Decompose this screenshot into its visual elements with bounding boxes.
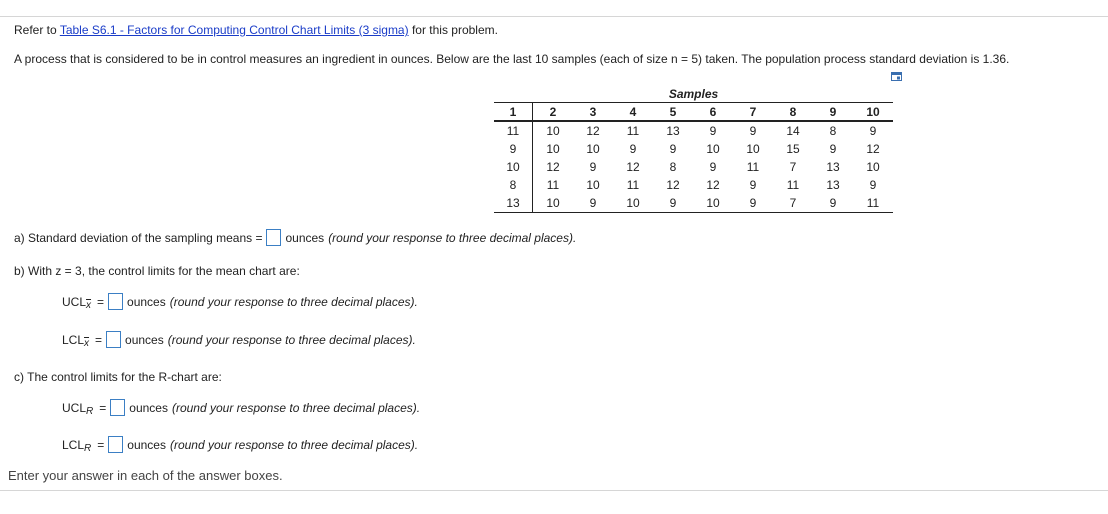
ucl-r-hint: (round your response to three decimal places). xyxy=(171,400,421,415)
table-cell: 9 xyxy=(869,124,877,138)
lcl-r-symbol: LCL xyxy=(62,437,85,452)
table-cell: 11 xyxy=(494,121,533,140)
ucl-mean-symbol: UCL xyxy=(62,294,87,309)
table-cell: 9 xyxy=(573,194,613,213)
table-cell: 15 xyxy=(786,142,800,156)
table-cell: 12 xyxy=(546,160,560,174)
ucl-mean-hint: (round your response to three decimal places). xyxy=(169,294,418,309)
ucl-r-subscript: R xyxy=(86,406,94,417)
table-cell: 9 xyxy=(494,140,533,158)
ucl-r-row xyxy=(62,399,420,416)
table-cell: 11 xyxy=(546,178,560,192)
question-a-unit: ounces xyxy=(285,230,325,245)
lcl-mean-hint: (round your response to three decimal places). xyxy=(167,332,416,347)
lcl-r-subscript: R xyxy=(84,443,92,454)
table-cell: 9 xyxy=(669,142,677,156)
lcl-r-hint: (round your response to three decimal places). xyxy=(169,437,419,452)
lcl-mean-answer-input[interactable] xyxy=(106,331,121,348)
ucl-r-unit: ounces xyxy=(129,400,168,415)
ucl-r-equals: = xyxy=(99,400,107,415)
lcl-r-row xyxy=(62,436,418,453)
header-cell: 1 xyxy=(494,103,533,122)
table-cell: 9 xyxy=(733,194,773,213)
table-cell: 10 xyxy=(546,124,560,138)
table-cell: 11 xyxy=(853,194,893,213)
lcl-mean-row xyxy=(62,331,416,348)
table-cell: 10 xyxy=(613,194,653,213)
header-cell: 8 xyxy=(773,103,813,122)
table-row xyxy=(494,194,893,213)
table-cell: 9 xyxy=(749,178,757,192)
ucl-mean-unit: ounces xyxy=(127,294,166,309)
ucl-r-answer-input[interactable] xyxy=(110,399,125,416)
table-cell: 8 xyxy=(829,124,837,138)
table-cell: 10 xyxy=(494,158,533,176)
lcl-mean-unit: ounces xyxy=(125,332,164,347)
table-cell: 9 xyxy=(813,194,853,213)
problem-description: A process that is considered to be in control measures an ingredient in ounces. Below are the last 10 samples (each of size n = 5) taken. The population process standard deviation is 1.36. xyxy=(14,52,1010,66)
ucl-mean-equals: = xyxy=(97,294,105,309)
popout-table-icon[interactable] xyxy=(891,72,902,81)
table-cell: 12 xyxy=(626,160,640,174)
table-row xyxy=(494,121,893,140)
table-cell: 13 xyxy=(826,178,840,192)
reference-suffix: for this problem. xyxy=(408,23,498,37)
table-cell: 9 xyxy=(653,194,693,213)
table-cell: 10 xyxy=(586,142,600,156)
header-cell: 4 xyxy=(613,103,653,122)
table-cell: 11 xyxy=(746,160,760,174)
footer-instruction: Enter your answer in each of the answer boxes. xyxy=(8,468,283,483)
table-cell: 10 xyxy=(533,194,574,213)
table-cell: 9 xyxy=(709,124,717,138)
samples-table xyxy=(494,86,893,213)
lcl-mean-equals: = xyxy=(95,332,103,347)
question-c-label: c) The control limits for the R-chart are: xyxy=(14,370,222,384)
table-cell: 8 xyxy=(669,160,677,174)
table-cell: 9 xyxy=(629,142,637,156)
table-header-row xyxy=(494,103,893,122)
table-cell: 8 xyxy=(494,176,533,194)
table-cell: 10 xyxy=(866,160,880,174)
table-row xyxy=(494,176,893,194)
question-a-hint: (round your response to three decimal places). xyxy=(328,230,577,245)
reference-line xyxy=(14,23,498,37)
lcl-r-unit: ounces xyxy=(127,437,166,452)
table-cell: 13 xyxy=(826,160,840,174)
lcl-mean-symbol: LCL xyxy=(62,332,85,347)
table-row xyxy=(494,158,893,176)
bottom-divider xyxy=(0,490,1108,491)
header-cell: 6 xyxy=(693,103,733,122)
samples-title: Samples xyxy=(668,87,719,101)
header-cell: 10 xyxy=(853,103,893,122)
lcl-r-answer-input[interactable] xyxy=(108,436,123,453)
table-cell: 12 xyxy=(706,178,720,192)
header-cell: 3 xyxy=(573,103,613,122)
table-cell: 10 xyxy=(746,142,760,156)
question-a-label: a) Standard deviation of the sampling means = xyxy=(14,230,263,245)
ucl-mean-subscript: $\overline{x}$ xyxy=(86,300,92,311)
table-cell: 12 xyxy=(866,142,880,156)
header-cell: 2 xyxy=(533,103,574,122)
table-row xyxy=(494,140,893,158)
table-cell: 13 xyxy=(494,194,533,213)
question-a xyxy=(14,229,576,246)
table-cell: 12 xyxy=(666,178,680,192)
table-cell: 9 xyxy=(829,142,837,156)
header-cell: 7 xyxy=(733,103,773,122)
table-cell: 14 xyxy=(786,124,800,138)
top-divider xyxy=(0,16,1108,17)
table-cell: 9 xyxy=(589,160,597,174)
table-cell: 9 xyxy=(749,124,757,138)
table-cell: 11 xyxy=(626,178,640,192)
table-cell: 12 xyxy=(586,124,600,138)
table-cell: 9 xyxy=(709,160,717,174)
table-cell: 10 xyxy=(693,194,733,213)
table-cell: 11 xyxy=(786,178,800,192)
scroll-clip-region xyxy=(0,436,700,454)
table-cell: 10 xyxy=(546,142,560,156)
table-cell: 10 xyxy=(706,142,720,156)
ucl-mean-row xyxy=(62,293,418,310)
lcl-mean-subscript: $\overline{x}$ xyxy=(84,338,90,349)
table-cell: 7 xyxy=(789,160,797,174)
question-b-label: b) With z = 3, the control limits for the mean chart are: xyxy=(14,264,300,278)
table-cell: 7 xyxy=(773,194,813,213)
std-dev-answer-input[interactable] xyxy=(266,229,281,246)
table-cell: 10 xyxy=(586,178,600,192)
lcl-r-equals: = xyxy=(97,437,105,452)
header-cell: 9 xyxy=(813,103,853,122)
header-cell: 5 xyxy=(653,103,693,122)
table-cell: 11 xyxy=(626,124,640,138)
reference-prefix: Refer to xyxy=(14,23,60,37)
table-cell: 13 xyxy=(666,124,680,138)
ucl-mean-answer-input[interactable] xyxy=(108,293,123,310)
table-reference-link[interactable]: Table S6.1 - Factors for Computing Control Chart Limits (3 sigma) xyxy=(59,23,409,37)
ucl-r-symbol: UCL xyxy=(62,400,87,415)
table-cell: 9 xyxy=(869,178,877,192)
